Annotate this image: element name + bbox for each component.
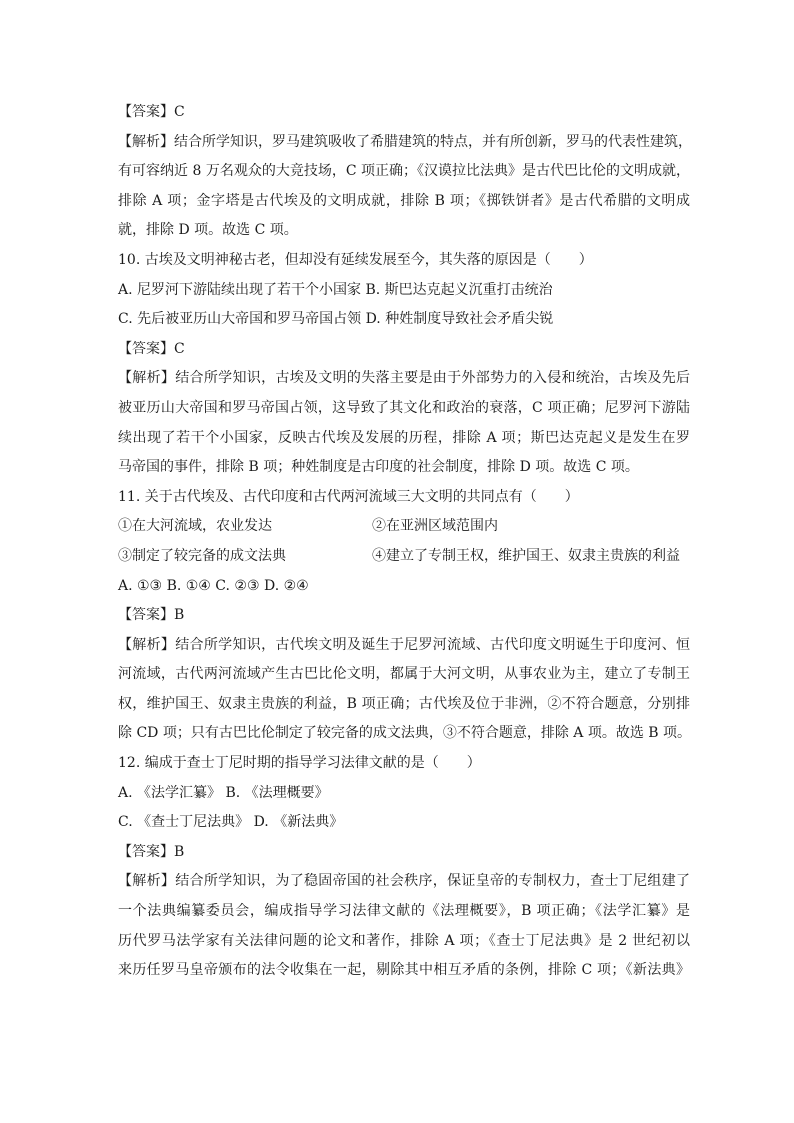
analysis-line: 除 CD 项；只有古巴比伦制定了较完备的成文法典，③不符合题意，排除 A 项。故选 B 项。: [118, 725, 692, 742]
question-11-statements-row: [118, 512, 690, 542]
statement-3: ③制定了较完备的成文法典: [118, 547, 286, 564]
question-11-statements-row: [118, 542, 690, 572]
question-10-options-ab: A. 尼罗河下游陆续出现了若干个小国家 B. 斯巴达克起义沉重打击统治: [118, 281, 553, 298]
statement-4: ④建立了专制王权，维护国王、奴隶主贵族的利益: [372, 547, 680, 564]
analysis-line: 一个法典编纂委员会，编成指导学习法律文献的《法理概要》，B 项正确；《法学汇纂》是: [118, 903, 690, 920]
analysis-line: 权，维护国王、奴隶主贵族的利益，B 项正确；古代埃及位于非洲，②不符合题意，分别排: [118, 695, 690, 712]
document-page: [118, 98, 690, 986]
analysis-line: 【解析】结合所学知识，古埃及文明的失落主要是由于外部势力的入侵和统治，古埃及先后: [118, 370, 690, 387]
analysis-line: 【解析】结合所学知识，古代埃文明及诞生于尼罗河流域、古代印度文明诞生于印度河、恒: [118, 636, 690, 653]
question-11-options: A. ①③ B. ①④ C. ②③ D. ②④: [118, 577, 309, 594]
analysis-line: 【解析】结合所学知识，罗马建筑吸收了希腊建筑的特点，并有所创新，罗马的代表性建筑，: [118, 133, 692, 150]
analysis-line: 被亚历山大帝国和罗马帝国占领，这导致了其文化和政治的衰落，C 项正确；尼罗河下游陆: [118, 399, 690, 416]
analysis-line: 有可容纳近 8 万名观众的大竞技场，C 项正确；《汉谟拉比法典》是古代巴比伦的文明成就，: [118, 163, 690, 180]
answer-line: 【答案】C: [118, 104, 185, 120]
question-10-options-cd: C. 先后被亚历山大帝国和罗马帝国占领 D. 种姓制度导致社会矛盾尖锐: [118, 311, 554, 328]
analysis-line: 历代罗马法学家有关法律问题的论文和著作，排除 A 项；《查士丁尼法典》是 2 世纪初以: [118, 932, 690, 949]
analysis-line: 就，排除 D 项。故选 C 项。: [118, 222, 298, 239]
analysis-line: 续出现了若干个小国家，反映古代埃及发展的历程，排除 A 项；斯巴达克起义是发生在罗: [118, 429, 690, 446]
question-11-stem: 11. 关于古代埃及、古代印度和古代两河流域三大文明的共同点有（ ）: [118, 488, 579, 505]
analysis-line: 来历任罗马皇帝颁布的法令收集在一起，剔除其中相互矛盾的条例，排除 C 项；《新法典》: [118, 962, 690, 979]
answer-line: 【答案】B: [118, 843, 185, 860]
statement-2: ②在亚洲区域范围内: [372, 518, 498, 535]
question-12-options-cd: C. 《查士丁尼法典》 D. 《新法典》: [118, 814, 344, 831]
analysis-line: 马帝国的事件，排除 B 项；种姓制度是古印度的社会制度，排除 D 项。故选 C 项。: [118, 459, 639, 476]
question-12-stem: 12. 编成于查士丁尼时期的指导学习法律文献的是（ ）: [118, 755, 481, 772]
analysis-line: 【解析】结合所学知识，为了稳固帝国的社会秩序，保证皇帝的专制权力，查士丁尼组建了: [118, 873, 690, 890]
analysis-line: 排除 A 项；金字塔是古代埃及的文明成就，排除 B 项；《掷铁饼者》是古代希腊的文明成: [118, 192, 690, 209]
answer-line: 【答案】B: [118, 607, 185, 624]
statement-1: ①在大河流域，农业发达: [118, 518, 272, 535]
question-12-options-ab: A. 《法学汇纂》 B. 《法理概要》: [118, 784, 329, 801]
answer-line: 【答案】C: [118, 340, 185, 357]
analysis-line: 河流域，古代两河流域产生古巴比伦文明，都属于大河文明，从事农业为主，建立了专制王: [118, 666, 690, 683]
question-10-stem: 10. 古埃及文明神秘古老，但却没有延续发展至今，其失落的原因是（ ）: [118, 251, 593, 268]
